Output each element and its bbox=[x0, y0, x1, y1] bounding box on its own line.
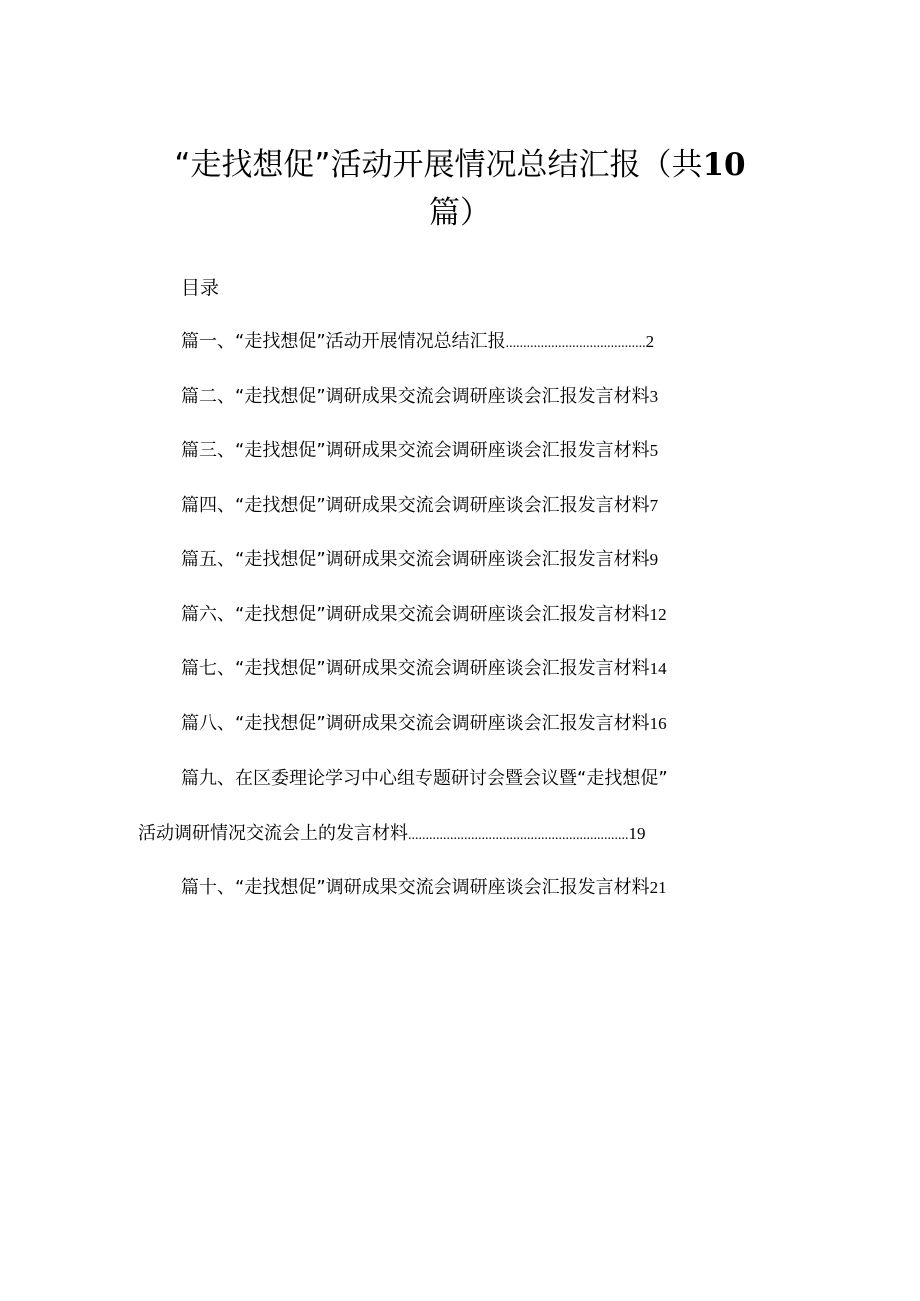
toc-entry-label: 篇七、“走找想促”调研成果交流会调研座谈会汇报发言材料 bbox=[181, 658, 650, 679]
toc-entry-label: 篇三、“走找想促”调研成果交流会调研座谈会汇报发言材料 bbox=[181, 440, 650, 461]
toc-page-number: 7 bbox=[649, 496, 659, 515]
toc-leader: ............................................................... bbox=[408, 828, 629, 843]
toc-page-number: 2 bbox=[645, 332, 655, 351]
toc-entry-3[interactable] bbox=[181, 437, 658, 465]
toc-entry-label: 篇六、“走找想促”调研成果交流会调研座谈会汇报发言材料 bbox=[181, 604, 650, 625]
toc-page-number: 19 bbox=[628, 824, 646, 843]
toc-leader: ........................................ bbox=[505, 336, 646, 351]
toc-entry-4[interactable] bbox=[181, 492, 658, 520]
toc-heading: 目录 bbox=[181, 277, 220, 299]
toc-entry-label: 篇四、“走找想促”调研成果交流会调研座谈会汇报发言材料 bbox=[181, 495, 650, 516]
toc-entry-label: 篇五、“走找想促”调研成果交流会调研座谈会汇报发言材料 bbox=[181, 549, 650, 570]
toc-entry-label: 活动调研情况交流会上的发言材料 bbox=[138, 823, 408, 844]
toc-entry-7[interactable] bbox=[181, 655, 667, 683]
toc-page-number: 3 bbox=[649, 387, 659, 406]
toc-entry-label: 篇八、“走找想促”调研成果交流会调研座谈会汇报发言材料 bbox=[181, 713, 650, 734]
document-title-line1 bbox=[140, 140, 780, 190]
toc-entry-label: 篇九、在区委理论学习中心组专题研讨会暨会议暨“走找想促” bbox=[181, 768, 668, 789]
title-text: “走找想促”活动开展情况总结汇报（共 bbox=[174, 147, 703, 183]
toc-entry-8[interactable] bbox=[181, 710, 667, 738]
toc-page-number: 9 bbox=[649, 550, 659, 569]
toc-entry-9[interactable] bbox=[181, 765, 668, 793]
toc-page-number: 21 bbox=[649, 878, 667, 897]
toc-entry-10[interactable] bbox=[181, 874, 667, 902]
toc-entry-2[interactable] bbox=[181, 383, 658, 411]
toc-entry-1[interactable] bbox=[181, 328, 654, 358]
toc-entry-6[interactable] bbox=[181, 601, 667, 629]
toc-entry-9-continuation[interactable] bbox=[138, 820, 646, 850]
toc-page-number: 16 bbox=[649, 714, 667, 733]
toc-entry-label: 篇十、“走找想促”调研成果交流会调研座谈会汇报发言材料 bbox=[181, 877, 650, 898]
toc-page-number: 12 bbox=[649, 605, 667, 624]
toc-entry-5[interactable] bbox=[181, 546, 658, 574]
toc-page-number: 5 bbox=[649, 441, 659, 460]
toc-entry-label: 篇二、“走找想促”调研成果交流会调研座谈会汇报发言材料 bbox=[181, 386, 650, 407]
toc-page-number: 14 bbox=[649, 659, 667, 678]
toc-entry-label: 篇一、“走找想促”活动开展情况总结汇报 bbox=[181, 331, 506, 352]
document-title-line2: 篇） bbox=[429, 195, 491, 231]
title-count: 10 bbox=[702, 147, 746, 183]
